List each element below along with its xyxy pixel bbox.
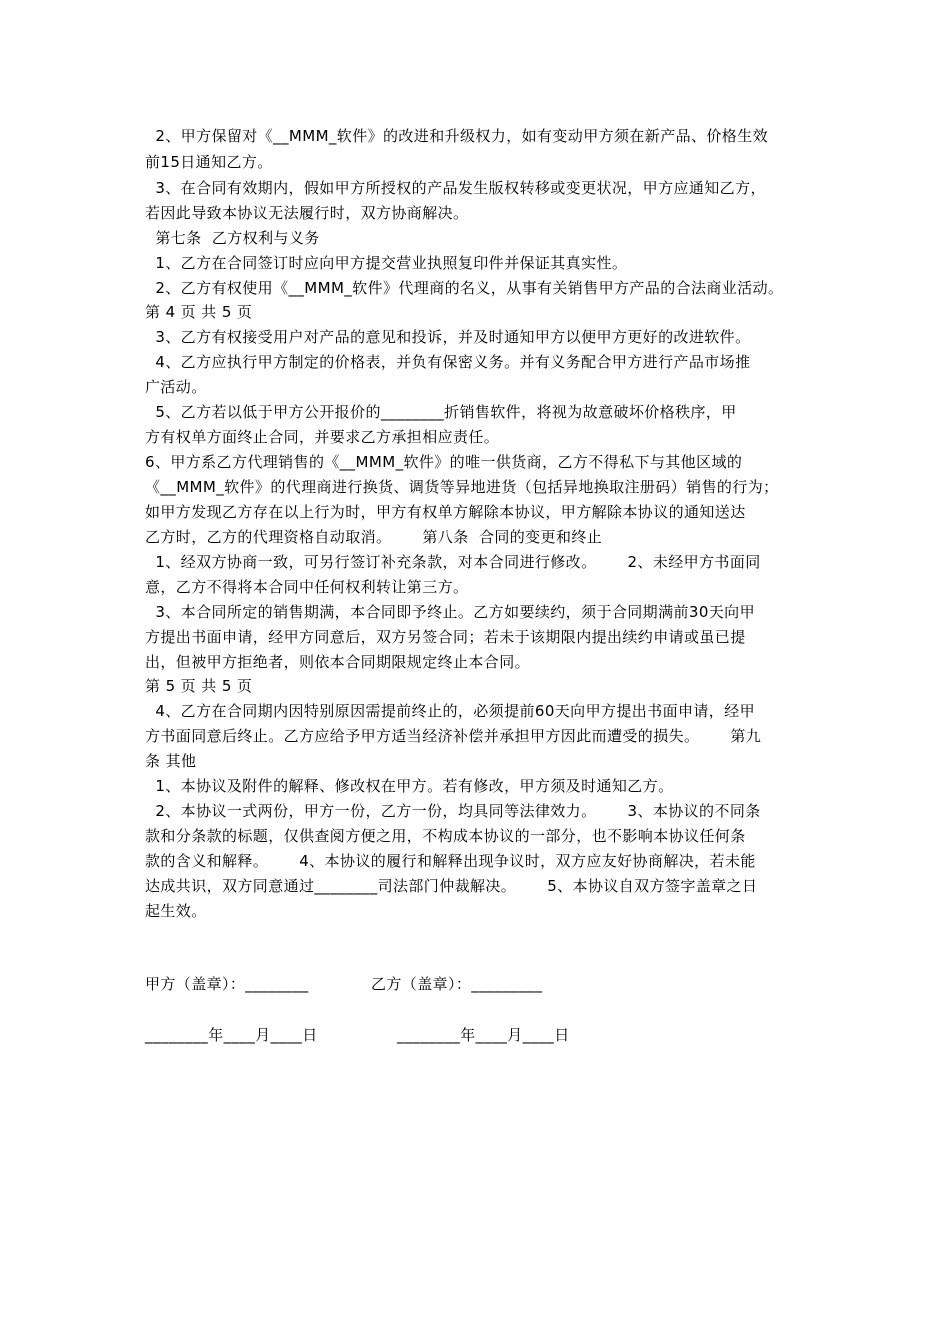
text-line: 4、乙方应执行甲方制定的价格表，并负有保密义务。并有义务配合甲方进行产品市场推 <box>145 353 751 371</box>
party-b-date-line: ________年____月____日 <box>397 1026 570 1044</box>
text-line: 条 其他 <box>145 752 197 770</box>
text-line: 2、乙方有权使用《__MMM_软件》代理商的名义，从事有关销售甲方产品的合法商业活动。 <box>145 279 784 297</box>
text-line: 起生效。 <box>145 902 207 920</box>
party-a-seal-line: 甲方（盖章）：________ <box>145 975 309 993</box>
text-line: 1、经双方协商一致，可另行签订补充条款，对本合同进行修改。 2、未经甲方书面同 <box>145 553 761 571</box>
text-line: 6、甲方系乙方代理销售的《__MMM_软件》的唯一供货商，乙方不得私下与其他区域的 <box>145 453 743 471</box>
text-line: 款和分条款的标题，仅供查阅方便之用，不构成本协议的一部分，也不影响本协议任何条 <box>145 827 746 845</box>
text-line: 如甲方发现乙方存在以上行为时，甲方有权单方解除本协议，甲方解除本协议的通知送达 <box>145 503 746 521</box>
text-line: 3、在合同有效期内，假如甲方所授权的产品发生版权转移或变更状况，甲方应通知乙方， <box>145 179 766 197</box>
text-line: 2、本协议一式两份，甲方一份，乙方一份，均具同等法律效力。 3、本协议的不同条 <box>145 802 761 820</box>
text-line: 《__MMM_软件》的代理商进行换货、调货等异地进货（包括异地换取注册码）销售的行为； <box>145 478 779 496</box>
section-heading: 第七条 乙方权利与义务 <box>145 229 320 247</box>
text-line: 乙方时，乙方的代理资格自动取消。 第八条 合同的变更和终止 <box>145 528 603 546</box>
text-line: 1、本协议及附件的解释、修改权在甲方。若有修改，甲方须及时通知乙方。 <box>145 777 674 795</box>
party-a-date-line: ________年____月____日 <box>145 1026 318 1044</box>
text-line: 若因此导致本协议无法履行时，双方协商解决。 <box>145 204 469 222</box>
page-number: 第 4 页 共 5 页 <box>145 303 253 321</box>
text-line: 出，但被甲方拒绝者，则依本合同期限规定终止本合同。 <box>145 653 531 671</box>
page-number: 第 5 页 共 5 页 <box>145 677 253 695</box>
text-line: 广活动。 <box>145 378 207 396</box>
party-b-seal-line: 乙方（盖章）：_________ <box>371 975 543 993</box>
text-line: 2、甲方保留对《__MMM_软件》的改进和升级权力，如有变动甲方须在新产品、价格生效 <box>145 127 769 145</box>
text-line: 意，乙方不得将本合同中任何权利转让第三方。 <box>145 578 469 596</box>
text-line: 方提出书面申请，经甲方同意后，双方另签合同；若未于该期限内提出续约申请或虽已提 <box>145 628 746 646</box>
text-line: 前15日通知乙方。 <box>145 153 273 171</box>
text-line: 3、乙方有权接受用户对产品的意见和投诉，并及时通知甲方以便甲方更好的改进软件。 <box>145 328 751 346</box>
text-line: 5、乙方若以低于甲方公开报价的________折销售软件，将视为故意破坏价格秩序，甲 <box>145 403 737 421</box>
text-line: 3、本合同所定的销售期满，本合同即予终止。乙方如要续约，须于合同期满前30天向甲 <box>145 603 755 621</box>
text-line: 款的含义和解释。 4、本协议的履行和解释出现争议时，双方应友好协商解决，若未能 <box>145 852 756 870</box>
text-line: 达成共识，双方同意通过________司法部门仲裁解决。 5、本协议自双方签字盖章之日 <box>145 877 758 895</box>
text-line: 4、乙方在合同期内因特别原因需提前终止的，必须提前60天向甲方提出书面申请，经甲 <box>145 702 755 720</box>
text-line: 方书面同意后终止。乙方应给予甲方适当经济补偿并承担甲方因此而遭受的损失。 第九 <box>145 727 762 745</box>
text-line: 方有权单方面终止合同，并要求乙方承担相应责任。 <box>145 428 500 446</box>
text-line: 1、乙方在合同签订时应向甲方提交营业执照复印件并保证其真实性。 <box>145 254 628 272</box>
